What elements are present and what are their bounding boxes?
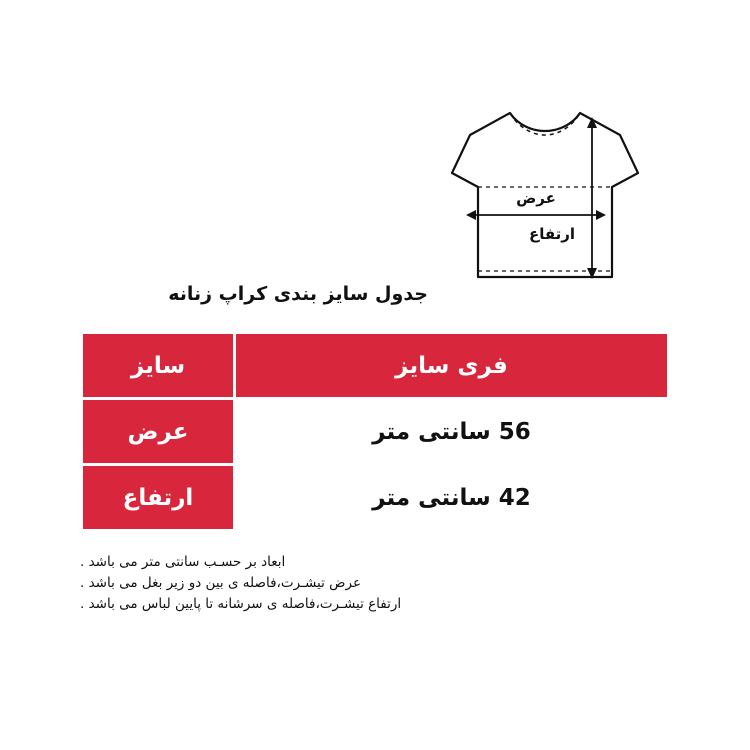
cell-width-header: عرض — [82, 399, 235, 465]
cell-width-value: 56 سانتی متر — [235, 399, 669, 465]
note-line-2: عرض تیشـرت،فاصله ی بین دو زیر بغل می باشد . — [80, 575, 361, 591]
cell-size-header: سایز — [82, 333, 235, 399]
height-label: ارتفاع — [528, 225, 576, 243]
table-row — [82, 399, 669, 465]
table-row — [82, 333, 669, 399]
note-line-1: ابعاد بر حسـب سانتی متر می باشد . — [80, 554, 286, 570]
page-title: جدول سایز بندی کراپ زنانه — [168, 283, 428, 305]
note-line-3: ارتفاع تیشـرت،فاصله ی سرشانه تا پایین لباس می باشد . — [80, 596, 402, 612]
cell-height-header: ارتفاع — [82, 465, 235, 531]
tshirt-icon — [400, 95, 690, 295]
table-row — [82, 465, 669, 531]
width-arrow-head-left — [466, 210, 476, 220]
size-table — [80, 331, 670, 532]
tshirt-diagram — [400, 95, 690, 295]
width-label: عرض — [516, 189, 556, 207]
notes-block — [80, 552, 670, 615]
cell-size-value: فری سایز — [235, 333, 669, 399]
cell-height-value: 42 سانتی متر — [235, 465, 669, 531]
